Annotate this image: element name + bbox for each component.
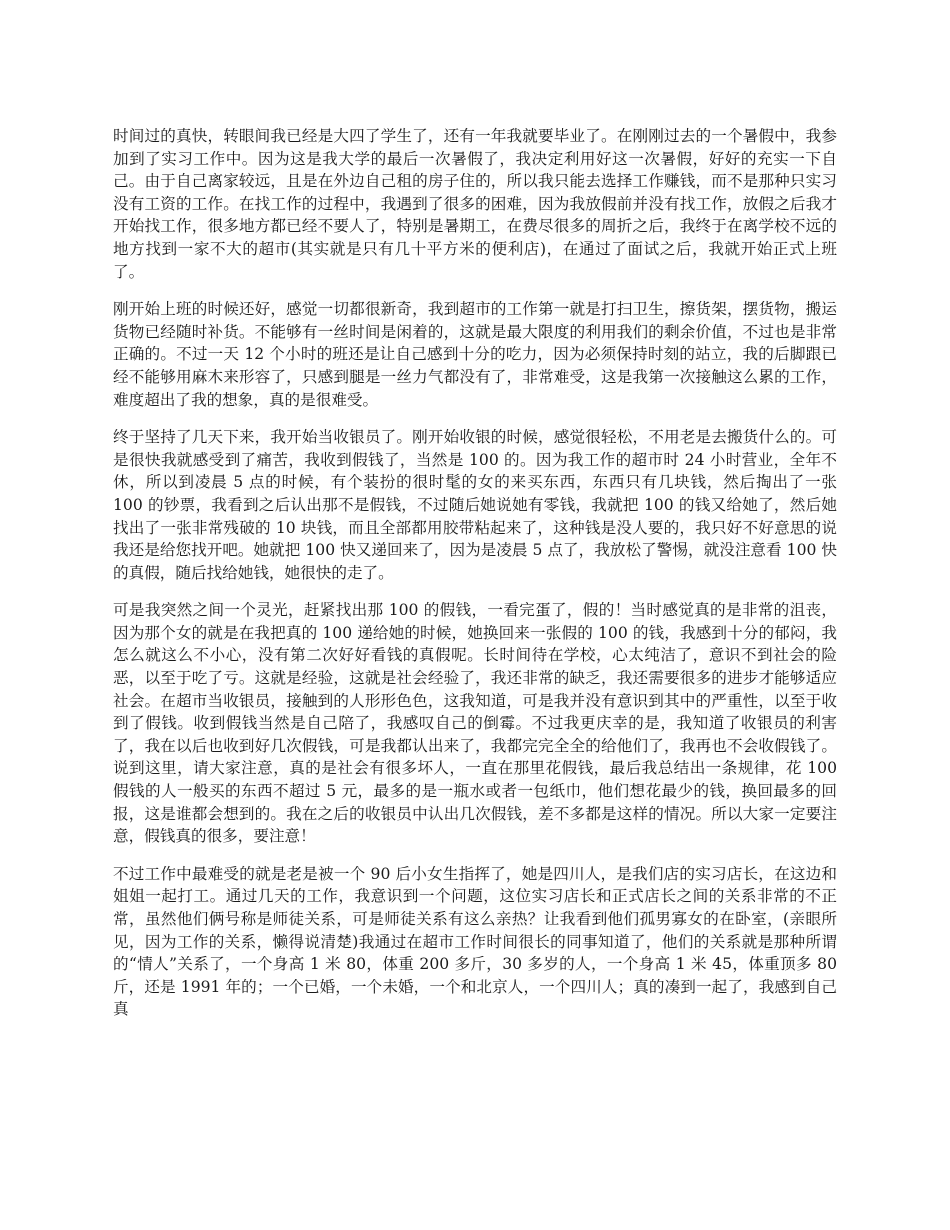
paragraph-2: 刚开始上班的时候还好，感觉一切都很新奇，我到超市的工作第一就是打扫卫生，擦货架，摆货物，搬运货物已经随时补货。不能够有一丝时间是闲着的，这就是最大限度的利用我们的剩余价值，不过也是非常正确的。不过一天 12 个小时的班还是让自己感到十分的吃力，因为必须保持时刻的站立，我的后脚跟已经不能够用麻木来形容了，只感到腿是一丝力气都没有了，非常难受，这是我第一次接触这么累的工作，难度超出了我的想象，真的是很难受。: [113, 300, 837, 409]
document-body: [113, 125, 837, 1036]
paragraph-5: 不过工作中最难受的就是老是被一个 90 后小女生指挥了，她是四川人，是我们店的实习店长，在这边和姐姐一起打工。通过几天的工作，我意识到一个问题，这位实习店长和正式店长之间的关系非常的不正常，虽然他们俩号称是师徒关系，可是师徒关系有这么亲热？让我看到他们孤男寡女的在卧室，(亲眼所见，因为工作的关系，懒得说清楚)我通过在超市工作时间很长的同事知道了，他们的关系就是那种所谓的“情人”关系了，一个身高 1 米 80，体重 200 多斤，30 多岁的人，一个身高 1 米 45，体重顶多 80 斤，还是 1991 年的；一个已婚，一个未婚，一个和北京人，一个四川人；真的凑到一起了，我感到自己真: [113, 864, 837, 1019]
paragraph-1: 时间过的真快，转眼间我已经是大四了学生了，还有一年我就要毕业了。在刚刚过去的一个暑假中，我参加到了实习工作中。因为这是我大学的最后一次暑假了，我决定利用好这一次暑假，好好的充实一下自己。由于自己离家较远，且是在外边自己租的房子住的，所以我只能去选择工作赚钱，而不是那种只实习没有工资的工作。在找工作的过程中，我遇到了很多的困难，因为我放假前并没有找工作，放假之后我才开始找工作，很多地方都已经不要人了，特别是暑期工，在费尽很多的周折之后，我终于在离学校不远的地方找到一家不大的超市(其实就是只有几十平方米的便利店)，在通过了面试之后，我就开始正式上班了。: [113, 127, 837, 281]
paragraph-3: 终于坚持了几天下来，我开始当收银员了。刚开始收银的时候，感觉很轻松，不用老是去搬货什么的。可是很快我就感受到了痛苦，我收到假钱了，当然是 100 的。因为我工作的超市时 24 小时营业，全年不休，所以到凌晨 5 点的时候，有个装扮的很时髦的女的来买东西，东西只有几块钱，然后掏出了一张 100 的钞票，我看到之后认出那不是假钱，不过随后她说她有零钱，我就把 100 的钱又给她了，然后她找出了一张非常残破的 10 块钱，而且全部都用胶带粘起来了，这种钱是没人要的，我只好不好意思的说我还是给您找开吧。她就把 100 快又递回来了，因为是凌晨 5 点了，我放松了警惕，就没注意看 100 快的真假，随后找给她钱，她很快的走了。: [113, 428, 837, 582]
paragraph-4: 可是我突然之间一个灵光，赶紧找出那 100 的假钱，一看完蛋了，假的！当时感觉真的是非常的沮丧，因为那个女的就是在我把真的 100 递给她的时候，她换回来一张假的 100 的钱，我感到十分的郁闷，我怎么就这么不小心，没有第二次好好看钱的真假呢。长时间待在学校，心太纯洁了，意识不到社会的险恶，以至于吃了亏。这就是经验，这就是社会经验了，我还非常的缺乏，我还需要很多的进步才能够适应社会。在超市当收银员，接触到的人形形色色，这我知道，可是我并没有意识到其中的严重性，以至于收到了假钱。收到假钱当然是自己陪了，我感叹自己的倒霉。不过我更庆幸的是，我知道了收银员的利害了，我在以后也收到好几次假钱，可是我都认出来了，我都完完全全的给他们了，我再也不会收假钱了。说到这里，请大家注意，真的是社会有很多坏人，一直在那里花假钱，最后我总结出一条规律，花 100 假钱的人一般买的东西不超过 5 元，最多的是一瓶水或者一包纸巾，他们想花最少的钱，换回最多的回报，这是谁都会想到的。我在之后的收银员中认出几次假钱，差不多都是这样的情况。所以大家一定要注意，假钱真的很多，要注意！: [113, 601, 837, 846]
